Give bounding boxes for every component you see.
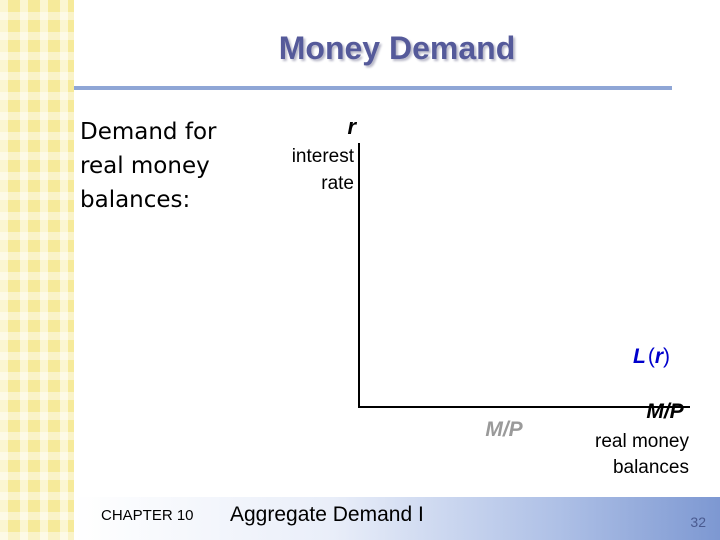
x-axis-label-line-2: balances [612, 457, 689, 478]
x-axis-symbol: M/P [646, 400, 684, 423]
y-axis-symbol: r [347, 114, 356, 139]
curve-label-arg: r [654, 345, 663, 368]
money-supply-label: M/P [485, 418, 523, 441]
demand-label: Demand for real money balances: [80, 119, 217, 213]
chapter-label: CHAPTER 10 [101, 507, 194, 524]
curve-label-name: L [632, 345, 646, 368]
footer-title: Aggregate Demand I [230, 503, 424, 526]
curve-label-close-paren: ) [663, 345, 670, 368]
y-axis-label-line-1: interest [291, 146, 354, 167]
x-axis-label-line-1: real money [595, 431, 689, 452]
page-number: 32 [690, 514, 706, 530]
curve-label-open-paren: ( [647, 345, 655, 368]
slide-title: Money Demand [278, 30, 516, 66]
curve-label [633, 345, 670, 368]
y-axis-label-line-2: rate [321, 173, 354, 194]
